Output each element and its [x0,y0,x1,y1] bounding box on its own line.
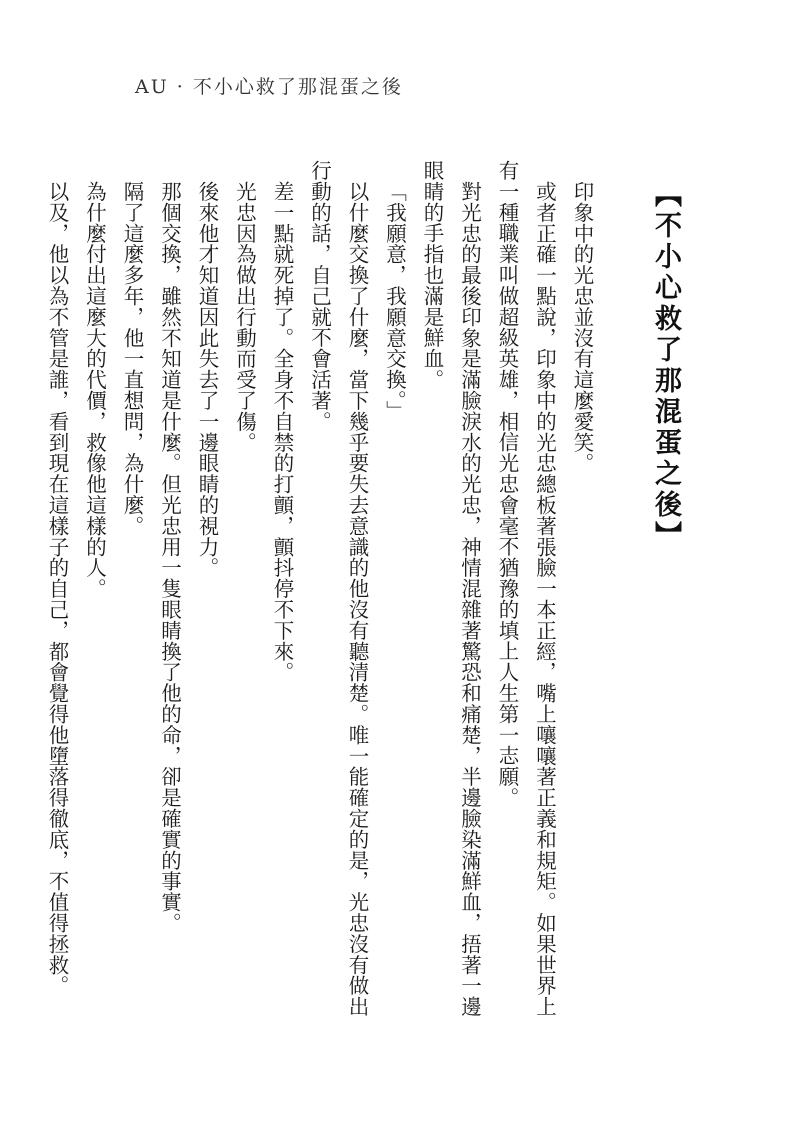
running-header: AU · 不小心救了那混蛋之後 [135,76,403,98]
body-text [38,160,601,1020]
paragraph: 後來他才知道因此失去了一邊眼睛的視力。 [195,180,219,578]
paragraph: 差一點就死掉了。全身不自禁的打顫，顫抖停不下來。 [270,180,294,683]
paragraph: 對光忠的最後印象是滿臉淚水的光忠，神情混雜著驚恐和痛楚，半邊臉染滿鮮血，捂著一邊眼睛的手指也滿是鮮血。 [420,160,482,1017]
paragraph: 那個交換，雖然不知道是什麼。但光忠用一隻眼睛換了他的命，卻是確實的事實。 [157,180,182,933]
paragraph: 為什麼付出這麼大的代價，救像他這樣的人。 [82,180,107,599]
chapter-title: 【不小心救了那混蛋之後】 [650,180,681,552]
paragraph: 或者正確一點說，印象中的光忠總板著張臉一本正經，嘴上嚷嚷著正義和規矩。如果世界上有一種職業叫做超級英雄，相信光忠會毫不猶豫的填上人生第一志願。 [495,160,557,1017]
paragraph: 光忠因為做出行動而受了傷。 [232,180,257,453]
paragraph: 隔了這麼多年，他一直想問，為什麼。 [120,180,144,536]
paragraph: 「我願意，我願意交換。」 [382,180,407,422]
paragraph: 以什麼交換了什麼，當下幾乎要失去意識的他沒有聽清楚。唯一能確定的是，光忠沒有做出行動的話，自己就不會活著。 [307,160,369,1017]
paragraph: 印象中的光忠並沒有這麼愛笑。 [570,180,594,474]
paragraph: 以及，他以為不管是誰，看到現在這樣子的自己，都會覺得他墮落得徹底，不值得拯救。 [45,180,69,996]
